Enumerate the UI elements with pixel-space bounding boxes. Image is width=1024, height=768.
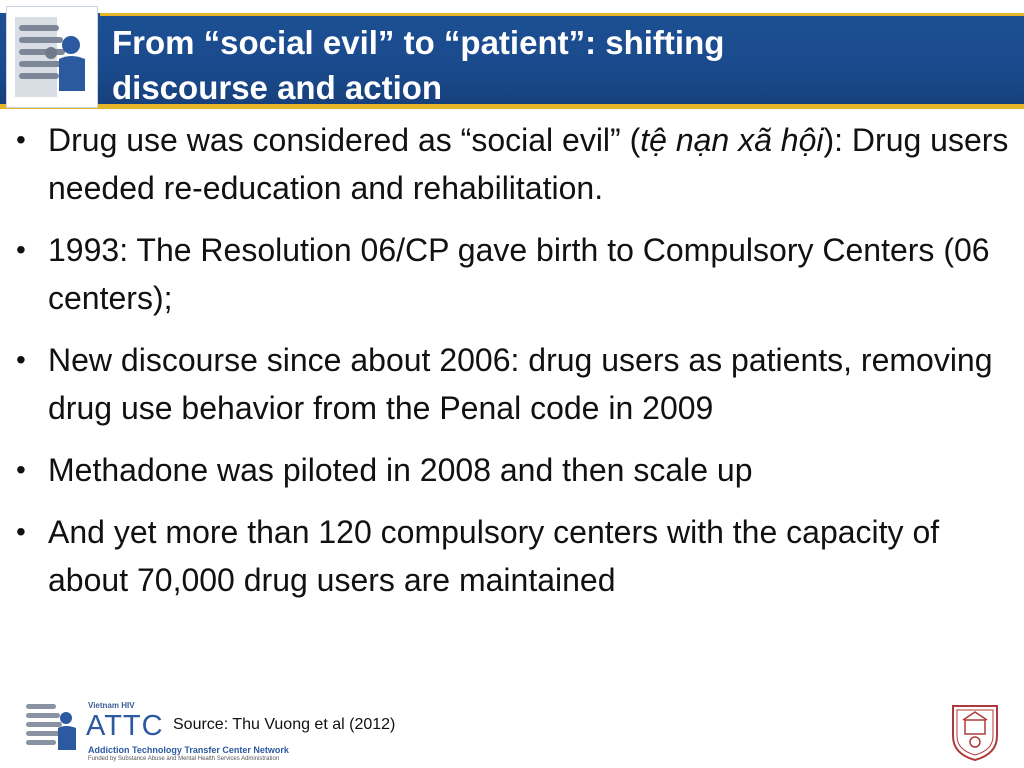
bullet-item [0, 226, 1024, 322]
title-accent-top [100, 13, 1024, 16]
slide-title [112, 20, 1012, 110]
bullet-text-italic: tệ nạn xã hội [640, 122, 824, 158]
bullet-item [0, 446, 1024, 494]
header-logo [6, 6, 98, 108]
bullet-item [0, 116, 1024, 212]
slide-title-line-2: discourse and action [112, 69, 443, 106]
footer-org-name: ATTC [86, 710, 164, 742]
slide-title-line-1: From “social evil” to “patient”: shifting [112, 24, 725, 61]
footer-funding: Funded by Substance Abuse and Mental Health Services Administration [88, 756, 280, 762]
footer-network: Addiction Technology Transfer Center Network [88, 745, 289, 755]
bullet-text: 1993: The Resolution 06/CP gave birth to Compulsory Centers (06 centers); [48, 232, 990, 316]
bullet-item [0, 508, 1024, 604]
bullet-marker: • [16, 124, 26, 155]
bullet-item [0, 336, 1024, 432]
attc-logo-icon [7, 7, 97, 107]
source-citation: Source: Thu Vuong et al (2012) [173, 716, 396, 733]
attc-footer-logo-icon [20, 698, 80, 760]
bullet-text: And yet more than 120 compulsory centers with the capacity of about 70,000 drug users are maintained [48, 514, 940, 598]
footer-org-small: Vietnam HIV [88, 701, 135, 710]
bullet-text: Methadone was piloted in 2008 and then scale up [48, 452, 753, 488]
bullet-marker: • [16, 234, 26, 265]
bullet-marker: • [16, 344, 26, 375]
bullet-text-pre: Drug use was considered as “social evil” ( [48, 122, 641, 158]
bullet-text-post: ): Drug users needed re-education and rehabilitation. [48, 122, 1009, 206]
bullet-text: New discourse since about 2006: drug users as patients, removing drug use behavior from the Penal code in 2009 [48, 342, 993, 426]
bullet-marker: • [16, 454, 26, 485]
bullet-list [0, 116, 1024, 618]
university-logo [945, 696, 1005, 762]
university-seal-icon [945, 696, 1005, 762]
bullet-marker: • [16, 516, 26, 547]
